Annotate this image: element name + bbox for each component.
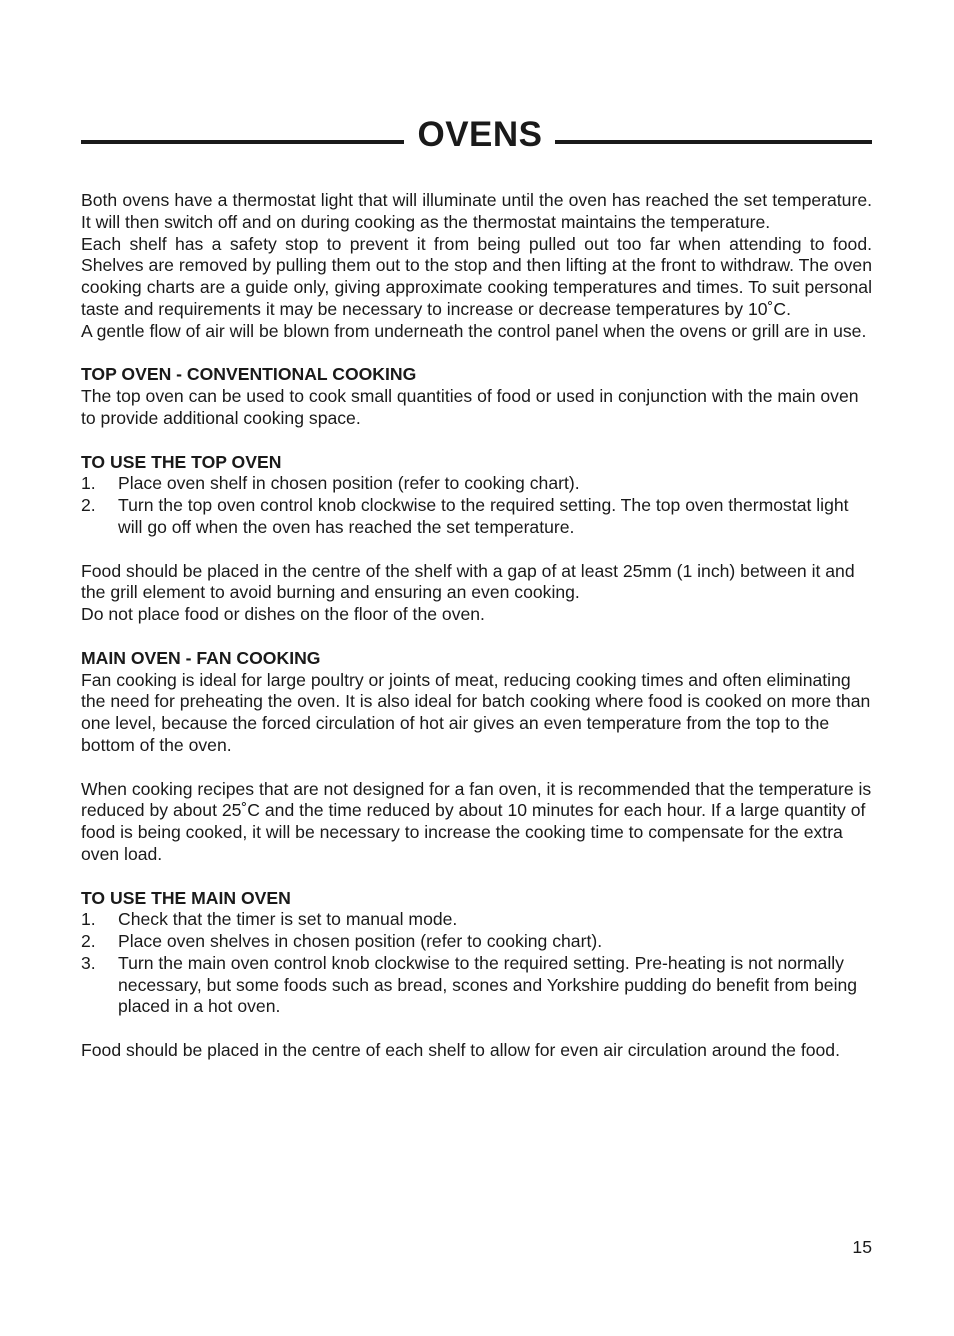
top-oven-note-placement: Food should be placed in the centre of the shelf with a gap of at least 25mm (1 inch) between it and the grill element to avoid burning and ensuring an even cooking. [81,560,855,603]
section-heading-use-main-oven: TO USE THE MAIN OVEN [81,887,291,908]
intro-paragraph-airflow: A gentle flow of air will be blown from underneath the control panel when the ovens or grill are in use. [81,320,867,341]
list-number: 1. [81,909,96,930]
list-item [81,473,872,495]
page-number: 15 [852,1237,872,1257]
spacer [81,430,872,452]
page-content [81,190,872,1062]
top-oven-note-floor: Do not place food or dishes on the floor of the oven. [81,604,485,625]
spacer [81,539,872,561]
list-item-text: Check that the timer is set to manual mode. [118,909,458,930]
list-item [81,495,872,539]
spacer [81,343,872,365]
list-item-text: Turn the top oven control knob clockwise to the required setting. The top oven thermostat light will go off when the oven has reached the set temperature. [118,495,849,537]
main-oven-paragraph-fan: Fan cooking is ideal for large poultry or joints of meat, reducing cooking times and often eliminating the need for preheating the oven. It is also ideal for batch cooking where food is cooked on more than one level, because the forced circulation of hot air gives an even temperature from the top to the bottom of the oven. [81,669,871,755]
page-title-row [81,112,872,158]
top-oven-steps [81,473,872,538]
section-heading-top-oven: TOP OVEN - CONVENTIONAL COOKING [81,364,417,385]
top-oven-paragraph: The top oven can be used to cook small quantities of food or used in conjunction with the main oven to provide additional cooking space. [81,386,859,428]
intro-paragraph-thermostat: Both ovens have a thermostat light that will illuminate until the oven has reached the set temperature. It will then switch off and on during cooking as the thermostat maintains the temperature. [81,190,872,232]
spacer [81,757,872,779]
spacer [81,1018,872,1040]
main-oven-paragraph-recipes: When cooking recipes that are not designed for a fan oven, it is recommended that the temperature is reduced by about 25˚C and the time reduced by about 10 minutes for each hour. If a large quantity of food is being cooked, it will be necessary to increase the cooking time to compensate for the extra oven load. [81,778,872,864]
page-title: OVENS [417,115,543,154]
main-oven-steps [81,909,872,1018]
spacer [81,626,872,648]
list-item-text: Turn the main oven control knob clockwise to the required setting. Pre-heating is not normally necessary, but some foods such as bread, scones and Yorkshire pudding do benefit from being placed in a hot oven. [118,952,858,1017]
title-rule-right [555,140,872,144]
list-number: 2. [81,495,96,516]
list-item [81,909,872,931]
list-number: 3. [81,952,96,973]
list-number: 1. [81,473,96,494]
list-item-text: Place oven shelf in chosen position (refer to cooking chart). [118,473,580,494]
section-heading-use-top-oven: TO USE THE TOP OVEN [81,451,282,472]
list-number: 2. [81,931,96,952]
list-item-text: Place oven shelves in chosen position (refer to cooking chart). [118,931,603,952]
spacer [81,866,872,888]
list-item [81,953,872,1018]
section-heading-main-oven: MAIN OVEN - FAN COOKING [81,647,321,668]
intro-paragraph-shelves: Each shelf has a safety stop to prevent it from being pulled out too far when attending to food. Shelves are removed by pulling them out to the stop and then lifting at the front to withdraw. The oven cooking charts are a guide only, giving approximate cooking temperatures and times. To suit personal taste and requirements it may be necessary to increase or decrease temperatures by 10˚C. [81,233,872,319]
main-oven-note: Food should be placed in the centre of each shelf to allow for even air circulation around the food. [81,1040,840,1061]
list-item [81,931,872,953]
title-rule-left [81,140,404,144]
